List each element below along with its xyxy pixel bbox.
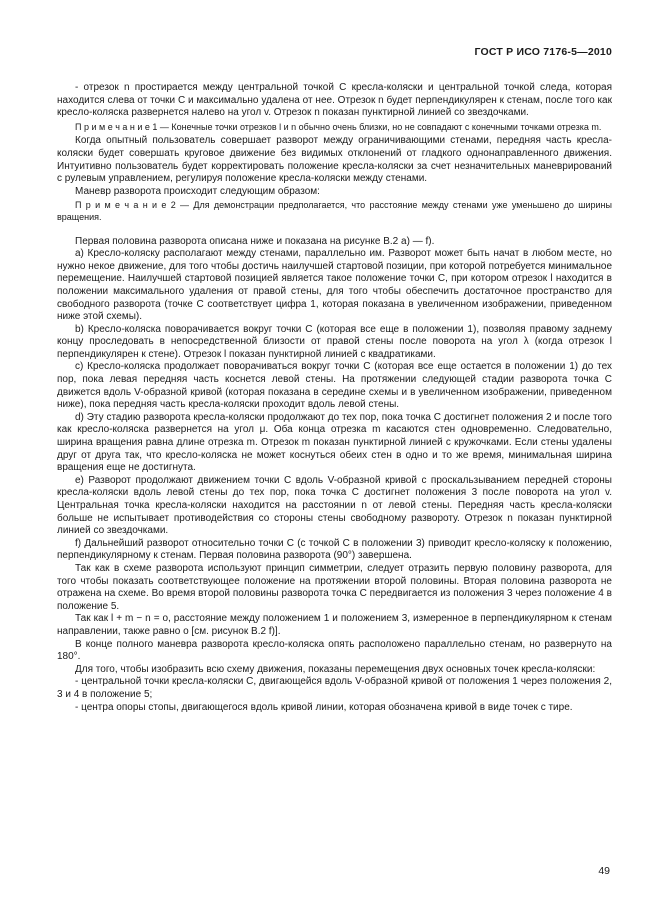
paragraph-step-b: b) Кресло-коляска поворачивается вокруг точки С (которая все еще в положении 1), позволяя правому заднему концу проследовать в непосредственной близости от правой стены после поворота на угол λ (когда отрезок l перпендикулярен к стене). Отрезок l показан пунктирной линией с квадратиками. bbox=[57, 323, 612, 360]
paragraph-experienced-user: Когда опытный пользователь совершает разворот между ограничивающими стенами, передняя часть кресла-коляски будет совершать круговое движение без видимых отклонений от гладкого однонаправленного движения. Интуитивно пользователь будет корректировать положение кресла-коляски за счет незначительных маневрирований с рулевым управлением, регулируя положение кресла-коляски между стенами. bbox=[57, 135, 612, 185]
paragraph-symmetry: Так как в схеме разворота используют принцип симметрии, следует отразить первую половину разворота, для того чтобы показать соответствующее положение на протяжении второй половины. Вторая половина разворота не отражена на схеме. Во время второй половины разворота точка С передвигается из положения 3 через положение 4 в положение 5. bbox=[57, 562, 612, 612]
paragraph-note-2: П р и м е ч а н и е 2 — Для демонстрации предполагается, что расстояние между стенами уже уменьшено до ширины вращения. bbox=[57, 200, 612, 222]
paragraph-maneuver-intro: Маневр разворота происходит следующим образом: bbox=[75, 185, 320, 197]
paragraph-step-d: d) Эту стадию разворота кресла-коляски продолжают до тех пор, пока точка С достигнет положения 2 и после того как кресло-коляска развернется на угол μ. Оба конца отрезка m касаются стен одновременно. Следовательно, ширина вращения равна длине отрезка m. Отрезок m показан пунктирной линией с кружочками. Если стены удалены друг от друга так, что кресло-коляска не может коснуться обеих стен в одно и то же время, минимальная ширина вращения еще не достигнута. bbox=[57, 411, 612, 474]
paragraph-step-a: а) Кресло-коляску располагают между стенами, параллельно им. Разворот может быть начат в любом месте, но нужно некое движение, для того чтобы достичь наилучшей стартовой позиции, при которой потребуется минимальное перемещение. Наилучшей стартовой позицией является такое положение точки С, при котором отрезок l находится в положении максимального удаления от правой стены, для того чтобы обеспечить достаточное пространство для свободного разворота (точке С соответствует цифра 1, которая показана в увеличенном изображении, приведенном ниже этой схемы). bbox=[57, 248, 612, 323]
paragraph-dash-segment-n: - отрезок n простирается между центральной точкой С кресла-коляски и центральной точкой следа, которая находится слева от точки С и максимально удалена от нее. Отрезок n будет перпендикулярен к стенам, после того как кресло-коляска развернется налево на угол v. Отрезок n показан пунктирной линией со звездочками. bbox=[57, 82, 612, 119]
page-number: 49 bbox=[598, 865, 610, 877]
paragraph-end-of-maneuver: В конце полного маневра разворота кресло-коляска опять расположено параллельно стенам, но развернуто на 180°. bbox=[57, 638, 612, 663]
paragraph-first-half-intro: Первая половина разворота описана ниже и показана на рисунке В.2 а) — f). bbox=[75, 235, 435, 247]
paragraph-step-c: с) Кресло-коляска продолжает поворачиваться вокруг точки С (которая все еще остается в положении 1) до тех пор, пока левая передняя часть коснется левой стены. На протяжении следующей стадии разворота точка С движется вдоль V-образной кривой (которая показана в середине схемы и в увеличенном изображении, приведенном ниже), пока передняя часть кресла-коляски проходит вдоль левой стены. bbox=[57, 361, 612, 411]
paragraph-note-1: П р и м е ч а н и е 1 — Конечные точки отрезков l и n обычно очень близки, но не совпадают с конечными точками отрезка m. bbox=[75, 121, 602, 132]
document-body bbox=[57, 82, 612, 714]
paragraph-step-f: f) Дальнейший разворот относительно точки С (с точкой С в положении 3) приводит кресло-коляску к положению, перпендикулярному к стенам. Первая половина разворота (90°) завершена. bbox=[57, 537, 612, 562]
paragraph-footrest-point-item: - центра опоры стопы, двигающегося вдоль кривой линии, которая обозначена кривой в виде точек с тире. bbox=[75, 701, 573, 713]
paragraph-central-point-item: - центральной точки кресла-коляски С, двигающейся вдоль V-образной кривой от положения 1 через положения 2, 3 и 4 в положение 5; bbox=[57, 676, 612, 700]
paragraph-two-main-points: Для того, чтобы изобразить всю схему движения, показаны перемещения двух основных точек кресла-коляски: bbox=[75, 663, 596, 675]
paragraph-equation: Так как l + m − n = o, расстояние между положением 1 и положением 3, измеренное в перпендикулярном к стенам направлении, также равно o [см. рисунок В.2 f)]. bbox=[57, 613, 612, 637]
paragraph-step-e: е) Разворот продолжают движением точки С вдоль V-образной кривой с проскальзыванием передней стороны кресла-коляски вдоль левой стены до тех пор, пока точка С достигнет положения 3 после поворота на угол v. Центральная точка кресла-коляски находится на расстоянии n от левой стены. Передняя часть кресла-коляски больше не испытывает противодействия со стороны стены свободному развороту. Отрезок n показан пунктирной линией со звездочками. bbox=[57, 474, 612, 537]
document-header-title: ГОСТ Р ИСО 7176-5—2010 bbox=[474, 46, 612, 58]
